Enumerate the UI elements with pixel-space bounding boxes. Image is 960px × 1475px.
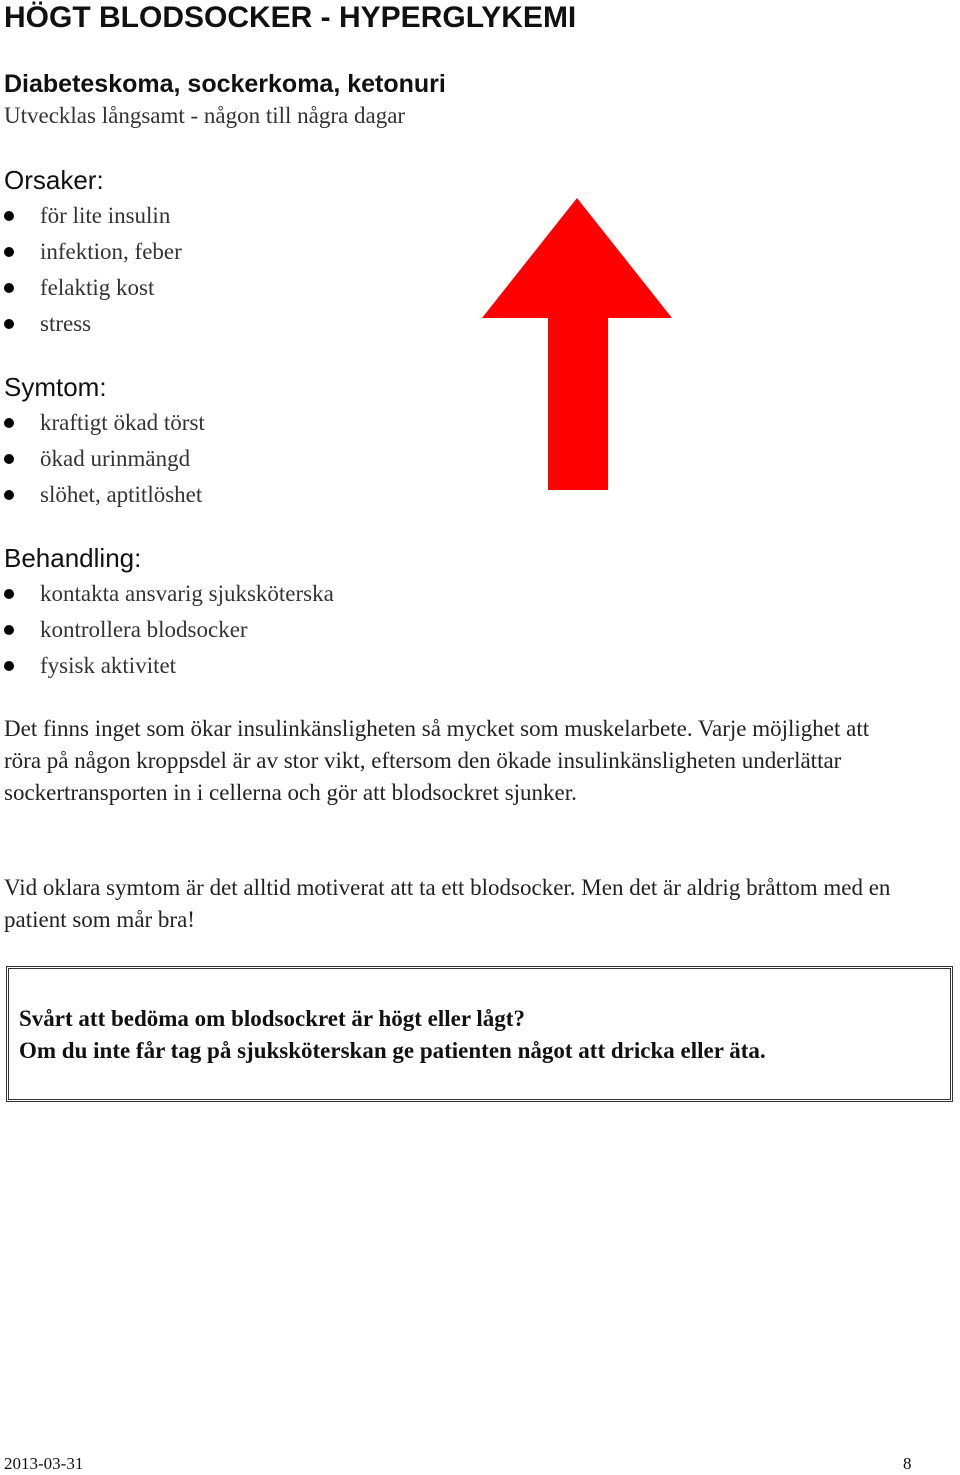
unclear-symptoms-paragraph: Vid oklara symtom är det alltid motiverat att ta ett blodsocker. Men det är aldrig bråttom med en patient som mår bra! (4, 875, 891, 932)
bullet-icon (4, 418, 14, 428)
list-item-label: kontrollera blodsocker (40, 617, 248, 642)
onset-text: Utvecklas långsamt - någon till några dagar (4, 103, 406, 128)
page-title: HÖGT BLODSOCKER - HYPERGLYKEMI (4, 1, 577, 34)
list-item-label: infektion, feber (40, 239, 182, 264)
symptoms-list (0, 405, 205, 513)
up-arrow-icon (482, 198, 672, 490)
bullet-icon (4, 283, 14, 293)
list-item (0, 477, 205, 513)
bullet-icon (4, 211, 14, 221)
warning-box (6, 966, 953, 1102)
bullet-icon (4, 319, 14, 329)
up-arrow-shape (482, 198, 672, 490)
footer-date: 2013-03-31 (4, 1454, 84, 1473)
list-item (0, 441, 205, 477)
list-item (0, 612, 334, 648)
treatment-heading: Behandling: (4, 543, 142, 573)
bullet-icon (4, 661, 14, 671)
bullet-icon (4, 589, 14, 599)
list-item (0, 576, 334, 612)
list-item-label: stress (40, 311, 92, 336)
list-item (0, 405, 205, 441)
warning-line-1: Svårt att bedöma om blodsockret är högt eller lågt? (19, 1006, 525, 1031)
bullet-icon (4, 625, 14, 635)
subtitle: Diabeteskoma, sockerkoma, ketonuri (4, 70, 446, 98)
list-item (0, 306, 182, 342)
list-item-label: kraftigt ökad törst (40, 410, 205, 435)
list-item (0, 648, 334, 684)
list-item-label: för lite insulin (40, 203, 171, 228)
warning-line-2: Om du inte får tag på sjuksköterskan ge patienten något att dricka eller äta. (19, 1038, 766, 1063)
list-item-label: kontakta ansvarig sjuksköterska (40, 581, 334, 606)
treatment-list (0, 576, 334, 684)
causes-heading: Orsaker: (4, 165, 104, 195)
bullet-icon (4, 490, 14, 500)
list-item (0, 270, 182, 306)
list-item-label: felaktig kost (40, 275, 155, 300)
list-item (0, 198, 182, 234)
muscle-work-paragraph: Det finns inget som ökar insulinkänsligheten så mycket som muskelarbete. Varje möjlighet att röra på någon kroppsdel är av stor vikt, eftersom den ökade insulinkänsligheten underlättar sockertransporten in i cellerna och gör att blodsockret sjunker. (4, 716, 870, 805)
list-item (0, 234, 182, 270)
list-item-label: ökad urinmängd (40, 446, 191, 471)
list-item-label: slöhet, aptitlöshet (40, 482, 203, 507)
bullet-icon (4, 247, 14, 257)
bullet-icon (4, 454, 14, 464)
causes-list (0, 198, 182, 342)
symptoms-heading: Symtom: (4, 372, 107, 402)
list-item-label: fysisk aktivitet (40, 653, 177, 678)
page-number: 8 (903, 1454, 912, 1473)
